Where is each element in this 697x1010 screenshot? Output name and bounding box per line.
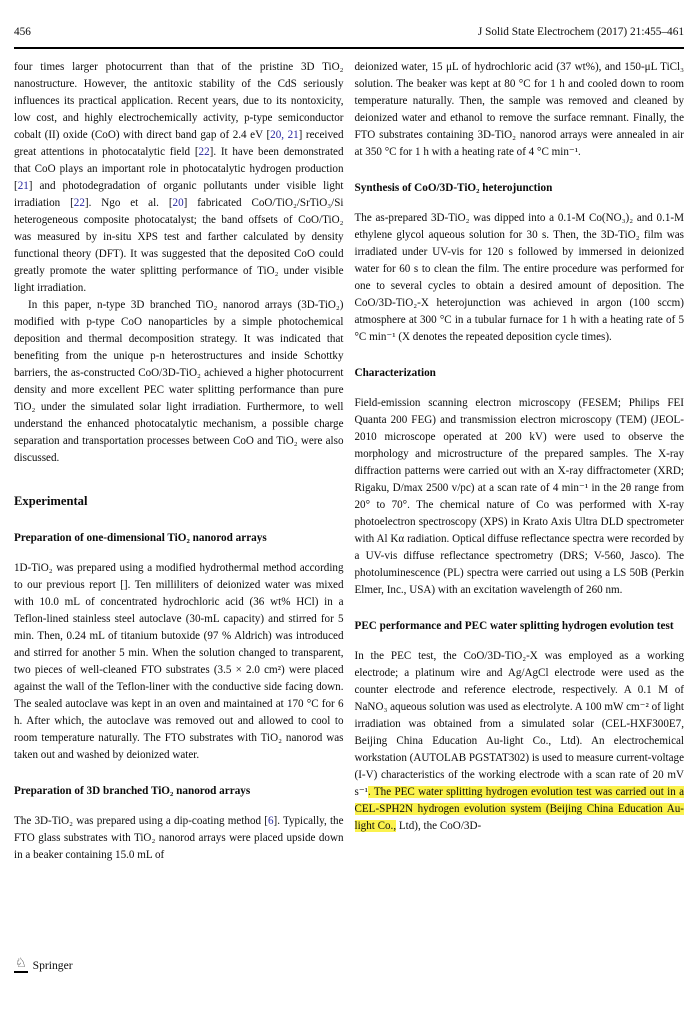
paragraph: [14, 59, 344, 297]
subsection-heading-prep-1d: Preparation of one-dimensional TiO₂ nanorod arrays: [14, 532, 267, 544]
text-run: ] received great attentions in photocatalytic field [: [14, 129, 344, 158]
springer-horse-icon: ♘: [15, 956, 27, 971]
page-header: [14, 26, 684, 49]
citation-link[interactable]: 20, 21: [270, 129, 299, 141]
highlighted-text: . The PEC water splitting hydrogen evolution test was carried out in a CEL-SPH2N hydrogen evolution system (Beijing China Education Au-light Co.,: [354, 786, 684, 832]
publisher-name: Springer: [32, 958, 73, 972]
text-run: four times larger photocurrent than that of the pristine 3D TiO₂ nanostructure. However, the antitoxic stability of the CdS seriously influences its practical application. Recent years, due to its nontoxicity, low cost, and highly electrochemically activity, p-type semiconductor cobalt (II) oxide (CoO) with direct band gap of 2.4 eV [: [14, 61, 344, 141]
right-column: [355, 59, 685, 864]
text-run: Ltd), the CoO/3D-: [396, 820, 482, 832]
page-footer: [14, 957, 73, 973]
text-run: ]. Ngo et al. [: [84, 197, 173, 209]
subsection-heading-prep-3d: Preparation of 3D branched TiO₂ nanorod arrays: [14, 785, 251, 797]
citation-link[interactable]: 22: [73, 197, 85, 209]
text-run: ]. Typically, the FTO glass substrates with TiO₂ nanorod arrays were placed upside down in a beaker containing 15.0 mL of: [14, 815, 344, 861]
left-column: [14, 59, 344, 864]
paragraph: 1D-TiO₂ was prepared using a modified hydrothermal method according to our previous report []. Ten milliliters of deionized water was mixed with 10.0 mL of concentrated hydrochloric acid (36 wt% HCl) in a Teflon-lined stainless steel autoclave (30-mL capacity) and stirred for 5 min. Then, 0.24 mL of titanium butoxide (97 % Aldrich) was introduced and stirred for another 5 min. When the solution changed to transparent, two pieces of well-cleaned FTO substrates (3.5 × 2.0 cm²) were placed against the wall of the Teflon-liner with the conductive side facing down. The sealed autoclave was kept in an oven and maintained at 170 °C for 6 h. After which, the autoclave was removed out and allowed to cool to room temperature naturally. The FTO substrates with TiO₂ nanorod was taken out and washed by deionized water.: [14, 562, 344, 761]
journal-reference: J Solid State Electrochem (2017) 21:455–461: [477, 26, 684, 38]
citation-link[interactable]: 6: [267, 815, 274, 827]
citation-link[interactable]: 21: [17, 180, 29, 192]
text-run: In the PEC test, the CoO/3D-TiO₂-X was employed as a working electrode; a platinum wire and Ag/AgCl electrode were used as the counter electrode and reference electrode, respectively. A 0.1 M of NaNO₃ aqueous solution was used as electrolyte. A 100 mW cm⁻² of light irradiation was obtained from a simulated solar (CEL-HXF300E7, Beijing China Education Au-light Co., Ltd). An electrochemical workstation (AUTOLAB PGSTAT302) is used to measure current-voltage (I-V) characteristics of the working electrode with a scan rate of 20 mV s⁻¹: [354, 650, 685, 798]
section-heading-experimental: Experimental: [14, 494, 88, 508]
subsection-heading-characterization: Characterization: [354, 367, 436, 379]
text-run: ]. It have been demonstrated that CoO plays an important role in photocatalytic hydrogen production [: [14, 146, 344, 192]
page-number: 456: [14, 26, 31, 38]
paragraph: The as-prepared 3D-TiO₂ was dipped into a 0.1-M Co(NO₃)₂ and 0.1-M ethylene glycol aqueous solution for 30 s. Then, the 3D-TiO₂ film was irradiated under UV-vis for 120 s followed by immersed in deionized water for 60 s to clean the film. The entire procedure was performed for one to several cycles to obtain a desired amount of deposition. The CoO/3D-TiO₂-X heterojunction was achieved in argon (100 sccm) atmosphere at 300 °C in a tubular furnace for 1 h with a heating rate of 5 °C min⁻¹ (X denotes the repeated deposition cycle times).: [354, 212, 684, 343]
paragraph: [355, 648, 685, 835]
paragraph: In this paper, n-type 3D branched TiO₂ nanorod arrays (3D-TiO₂) modified with p-type CoO nanoparticles by a simple photochemical deposition and thermal decomposition strategy. It was indicated that benefiting from the unique p-n heterostructures and inside Schottky barriers, the as-constructed CoO/3D-TiO₂ achieved a higher photocurrent density and more excellent PEC water splitting performance than pure TiO₂ under the simulated solar light irradiation. Furthermore, to well understand the enhanced photocatalytic mechanism, a possible charge separation and transportation processes between CoO and TiO₂ were also discussed.: [14, 299, 344, 464]
citation-link[interactable]: 22: [198, 146, 210, 158]
citation-link[interactable]: 20: [172, 197, 184, 209]
text-run: The 3D-TiO₂ was prepared using a dip-coating method [: [14, 815, 268, 827]
text-run: ] fabricated CoO/TiO₂/SrTiO₃/Si heterogeneous composite photocatalyst; the band offsets of CoO/TiO₂ was measured by in-situ XPS test and farther calculated by density functional theory (DFT). It was suggested that the deposited CoO could greatly promote the water splitting performance of TiO₂ under visible light irradiation.: [14, 197, 344, 294]
paragraph: Field-emission scanning electron microscopy (FESEM; Philips FEI Quanta 200 FEG) and transmission electron microscopy (TEM) (JEOL-2010 microscope operated at 200 kV) were used to observe the morphology and microstructure of the prepared samples. The X-ray diffraction patterns were carried out with an X-ray diffractometer (XRD; Rigaku, D/max 2500 v/pc) at a scan rate of 4 min⁻¹ in the 2θ range from 20° to 70°. The chemical nature of Co was performed with X-ray photoelectron spectroscopy (XPS) in Krato Axis Ultra DLD spectrometer with Al Kα radiation. Optical diffuse reflectance spectra were recorded by a UV-vis diffuse reflectance spectrometry (DRS; V-560, Jasco). The photoluminescence (PL) spectra were carried out using a LS 50B (Perkin Elmer, Inc., USA) with an excitation wavelength of 260 nm.: [354, 397, 684, 596]
paragraph: [14, 813, 344, 864]
text-run: ] and photodegradation of organic pollutants under visible light irradiation [: [14, 180, 344, 209]
paragraph: deionized water, 15 μL of hydrochloric acid (37 wt%), and 150-μL TiCl₃ solution. The beaker was kept at 80 °C for 1 h and cooled down to room temperature naturally. Then, the sample was removed and cleaned by deionized water and ethanol to remove the surface remnant. Finally, the FTO substrates containing 3D-TiO₂ nanorod arrays were annealed in air at 350 °C for 1 h with a heating rate of 4 °C min⁻¹.: [354, 61, 684, 158]
subsection-heading-synthesis: Synthesis of CoO/3D-TiO₂ heterojunction: [354, 182, 553, 194]
subsection-heading-pec: PEC performance and PEC water splitting hydrogen evolution test: [354, 620, 674, 632]
two-column-body: [14, 59, 684, 864]
